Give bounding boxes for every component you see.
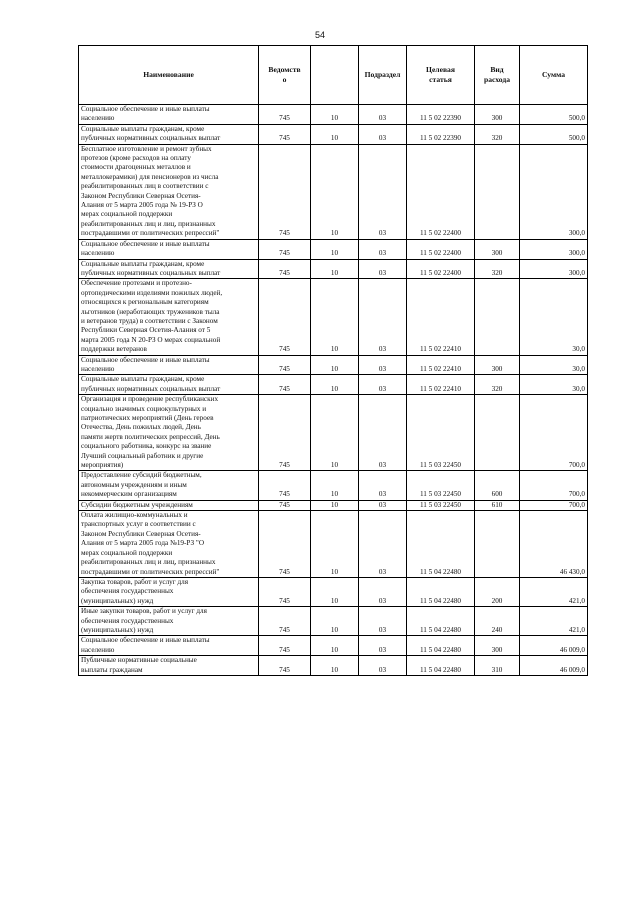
row-name: Закупка товаров, работ и услуг для обеспечения государственных (муниципальных) нужд bbox=[79, 577, 259, 606]
row-expense-type: 610 bbox=[475, 500, 520, 510]
page-number: 54 bbox=[314, 30, 325, 40]
header-section bbox=[311, 46, 359, 105]
row-expense-type bbox=[475, 279, 520, 355]
row-target: 11 5 03 22450 bbox=[407, 500, 475, 510]
table-row bbox=[79, 144, 588, 239]
row-amount: 300,0 bbox=[520, 144, 588, 239]
header-amount: Сумма bbox=[520, 46, 588, 105]
row-target: 11 5 02 22410 bbox=[407, 355, 475, 375]
row-section: 10 bbox=[311, 375, 359, 395]
budget-table bbox=[78, 45, 588, 676]
row-target: 11 5 04 22480 bbox=[407, 636, 475, 656]
row-name: Социальное обеспечение и иные выплаты населению bbox=[79, 105, 259, 125]
row-target: 11 5 02 22400 bbox=[407, 239, 475, 259]
row-name: Социальные выплаты гражданам, кроме публичных нормативных социальных выплат bbox=[79, 375, 259, 395]
row-expense-type: 300 bbox=[475, 355, 520, 375]
header-expense-type: Вид расхода bbox=[475, 46, 520, 105]
row-dept: 745 bbox=[259, 279, 311, 355]
row-section: 10 bbox=[311, 355, 359, 375]
row-subsection: 03 bbox=[359, 500, 407, 510]
row-name: Социальные выплаты гражданам, кроме публичных нормативных социальных выплат bbox=[79, 124, 259, 144]
row-amount: 500,0 bbox=[520, 105, 588, 125]
row-target: 11 5 03 22450 bbox=[407, 471, 475, 500]
table-row bbox=[79, 279, 588, 355]
row-section: 10 bbox=[311, 511, 359, 578]
table-row bbox=[79, 239, 588, 259]
table-row bbox=[79, 375, 588, 395]
table-row bbox=[79, 577, 588, 606]
row-dept: 745 bbox=[259, 105, 311, 125]
row-section: 10 bbox=[311, 636, 359, 656]
row-name: Бесплатное изготовление и ремонт зубных протезов (кроме расходов на оплату стоимости драгоценных металлов и металлокерамики) для пенсионеров из числа реабилитированных лиц в соответствии с Законом Республики Северная Осетия- Алания от 5 марта 2005 года № 19-РЗ О мерах социальной поддержки реабилитированных лиц и лиц, признанных пострадавшими от политических репрессий" bbox=[79, 144, 259, 239]
row-subsection: 03 bbox=[359, 636, 407, 656]
table-row bbox=[79, 124, 588, 144]
row-amount: 300,0 bbox=[520, 259, 588, 279]
row-amount: 46 009,0 bbox=[520, 656, 588, 676]
row-section: 10 bbox=[311, 124, 359, 144]
row-subsection: 03 bbox=[359, 355, 407, 375]
row-expense-type bbox=[475, 395, 520, 471]
row-section: 10 bbox=[311, 259, 359, 279]
row-section: 10 bbox=[311, 144, 359, 239]
row-subsection: 03 bbox=[359, 124, 407, 144]
row-subsection: 03 bbox=[359, 279, 407, 355]
row-target: 11 5 04 22480 bbox=[407, 607, 475, 636]
row-amount: 46 009,0 bbox=[520, 636, 588, 656]
row-expense-type: 200 bbox=[475, 577, 520, 606]
row-dept: 745 bbox=[259, 656, 311, 676]
row-amount: 300,0 bbox=[520, 239, 588, 259]
table-row bbox=[79, 105, 588, 125]
table-row bbox=[79, 636, 588, 656]
header-row bbox=[79, 46, 588, 105]
row-name: Социальное обеспечение и иные выплаты населению bbox=[79, 355, 259, 375]
row-target: 11 5 02 22400 bbox=[407, 259, 475, 279]
row-section: 10 bbox=[311, 500, 359, 510]
row-subsection: 03 bbox=[359, 239, 407, 259]
row-dept: 745 bbox=[259, 259, 311, 279]
row-name: Иные закупки товаров, работ и услуг для обеспечения государственных (муниципальных) нужд bbox=[79, 607, 259, 636]
row-subsection: 03 bbox=[359, 511, 407, 578]
row-section: 10 bbox=[311, 395, 359, 471]
row-name: Оплата жилищно-коммунальных и транспортных услуг в соответствии с Законом Республики Северная Осетия- Алания от 5 марта 2005 года №19-РЗ "О мерах социальной поддержки реабилитированных лиц и лиц, признанных пострадавшими от политических репрессий" bbox=[79, 511, 259, 578]
row-subsection: 03 bbox=[359, 144, 407, 239]
header-target: Целевая статья bbox=[407, 46, 475, 105]
row-dept: 745 bbox=[259, 144, 311, 239]
row-amount: 30,0 bbox=[520, 279, 588, 355]
row-subsection: 03 bbox=[359, 105, 407, 125]
row-target: 11 5 04 22480 bbox=[407, 511, 475, 578]
table-row bbox=[79, 355, 588, 375]
row-expense-type: 240 bbox=[475, 607, 520, 636]
row-target: 11 5 04 22480 bbox=[407, 656, 475, 676]
row-dept: 745 bbox=[259, 607, 311, 636]
row-name: Предоставление субсидий бюджетным, автономным учреждениям и иным некоммерческим организациям bbox=[79, 471, 259, 500]
row-expense-type: 300 bbox=[475, 105, 520, 125]
row-amount: 700,0 bbox=[520, 395, 588, 471]
table-row bbox=[79, 607, 588, 636]
row-expense-type: 310 bbox=[475, 656, 520, 676]
row-name: Социальное обеспечение и иные выплаты населению bbox=[79, 239, 259, 259]
row-amount: 46 430,0 bbox=[520, 511, 588, 578]
header-subsection: Подраздел bbox=[359, 46, 407, 105]
row-target: 11 5 02 22390 bbox=[407, 124, 475, 144]
row-expense-type: 300 bbox=[475, 239, 520, 259]
row-expense-type: 320 bbox=[475, 375, 520, 395]
row-dept: 745 bbox=[259, 636, 311, 656]
row-name: Обеспечение протезами и протезно- ортопедическими изделиями пожилых людей, относящихся к региональным категориям льготников (неработающих тружеников тыла и ветеранов труда) в соответствии с Законом Республики Северная Осетия-Алания от 5 марта 2005 года N 20-РЗ О мерах социальной поддержки ветеранов bbox=[79, 279, 259, 355]
row-section: 10 bbox=[311, 279, 359, 355]
row-section: 10 bbox=[311, 239, 359, 259]
row-dept: 745 bbox=[259, 577, 311, 606]
row-target: 11 5 02 22410 bbox=[407, 279, 475, 355]
row-amount: 421,0 bbox=[520, 577, 588, 606]
row-target: 11 5 02 22390 bbox=[407, 105, 475, 125]
row-section: 10 bbox=[311, 577, 359, 606]
row-expense-type: 600 bbox=[475, 471, 520, 500]
row-dept: 745 bbox=[259, 471, 311, 500]
row-target: 11 5 03 22450 bbox=[407, 395, 475, 471]
row-expense-type bbox=[475, 144, 520, 239]
row-target: 11 5 02 22410 bbox=[407, 375, 475, 395]
row-amount: 30,0 bbox=[520, 355, 588, 375]
row-dept: 745 bbox=[259, 511, 311, 578]
row-amount: 700,0 bbox=[520, 471, 588, 500]
row-subsection: 03 bbox=[359, 259, 407, 279]
row-subsection: 03 bbox=[359, 577, 407, 606]
header-dept: Ведомств о bbox=[259, 46, 311, 105]
row-expense-type bbox=[475, 511, 520, 578]
row-amount: 421,0 bbox=[520, 607, 588, 636]
row-name: Публичные нормативные социальные выплаты гражданам bbox=[79, 656, 259, 676]
row-subsection: 03 bbox=[359, 607, 407, 636]
row-section: 10 bbox=[311, 471, 359, 500]
row-name: Социальное обеспечение и иные выплаты населению bbox=[79, 636, 259, 656]
row-amount: 500,0 bbox=[520, 124, 588, 144]
row-amount: 700,0 bbox=[520, 500, 588, 510]
table-row bbox=[79, 656, 588, 676]
table-row bbox=[79, 395, 588, 471]
row-name: Организация и проведение республиканских социально значимых социокультурных и патриотических мероприятий (День героев Отечества, День пожилых людей, День памяти жертв политических репрессий, День социального работника, конкурс на звание Лучший социальный работник и другие мероприятия) bbox=[79, 395, 259, 471]
row-name: Социальные выплаты гражданам, кроме публичных нормативных социальных выплат bbox=[79, 259, 259, 279]
table-row bbox=[79, 471, 588, 500]
row-target: 11 5 02 22400 bbox=[407, 144, 475, 239]
header-name: Наименование bbox=[79, 46, 259, 105]
row-subsection: 03 bbox=[359, 656, 407, 676]
table-row bbox=[79, 259, 588, 279]
row-dept: 745 bbox=[259, 124, 311, 144]
row-dept: 745 bbox=[259, 355, 311, 375]
row-expense-type: 300 bbox=[475, 636, 520, 656]
row-section: 10 bbox=[311, 656, 359, 676]
row-subsection: 03 bbox=[359, 471, 407, 500]
row-subsection: 03 bbox=[359, 375, 407, 395]
row-target: 11 5 04 22480 bbox=[407, 577, 475, 606]
row-dept: 745 bbox=[259, 500, 311, 510]
row-dept: 745 bbox=[259, 239, 311, 259]
row-dept: 745 bbox=[259, 395, 311, 471]
row-section: 10 bbox=[311, 105, 359, 125]
table-row bbox=[79, 500, 588, 510]
row-expense-type: 320 bbox=[475, 259, 520, 279]
row-subsection: 03 bbox=[359, 395, 407, 471]
table-row bbox=[79, 511, 588, 578]
row-name: Субсидии бюджетным учреждениям bbox=[79, 500, 259, 510]
row-section: 10 bbox=[311, 607, 359, 636]
row-expense-type: 320 bbox=[475, 124, 520, 144]
row-amount: 30,0 bbox=[520, 375, 588, 395]
row-dept: 745 bbox=[259, 375, 311, 395]
